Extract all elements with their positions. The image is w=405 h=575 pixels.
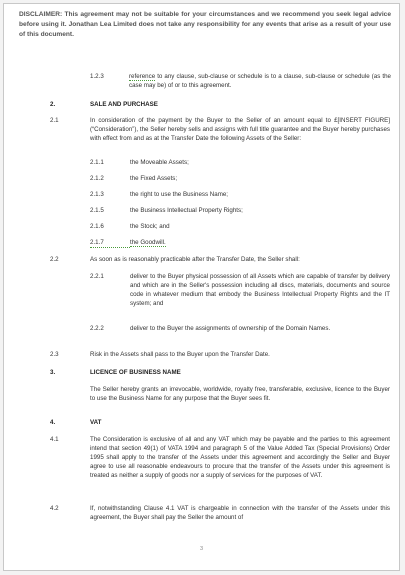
clause-2-2: As soon as is reasonably practicable after the Transfer Date, the Seller shall:: [90, 256, 300, 263]
reference-word: reference: [129, 73, 156, 80]
list-item-text: the Goodwill.: [130, 239, 166, 246]
list-item: [130, 238, 350, 247]
page-number: 3: [200, 546, 204, 552]
section-number: 3.: [50, 369, 56, 376]
clause-3: The Seller hereby grants an irrevocable, worldwide, royalty free, transferable, exclusive, licence to the Buyer to use the Business Name for any purpose that the Buyer sees fit.: [90, 386, 390, 402]
disclaimer: DISCLAIMER: This agreement may not be suitable for your circumstances and we recommend you seek legal advice before using it. Jonathan Lea Limited does not take any responsibility for any events that arise as a result of your use of this document.: [19, 11, 391, 38]
clause-2-2-2: deliver to the Buyer the assignments of ownership of the Domain Names.: [130, 325, 331, 332]
clause-number: 2.1.6: [90, 223, 104, 230]
section-heading: VAT: [90, 419, 102, 426]
clause-number: 2.1.7: [90, 238, 130, 248]
list-item: the right to use the Business Name;: [130, 191, 229, 198]
list-item: the Business Intellectual Property Rights;: [130, 207, 243, 214]
clause-number: 2.1: [50, 117, 59, 124]
clause-number: 4.2: [50, 505, 59, 512]
list-item: the Fixed Assets;: [130, 175, 178, 182]
clause-1-2-3: [129, 72, 391, 90]
section-heading: LICENCE OF BUSINESS NAME: [90, 369, 181, 376]
clause-number: 2.2.2: [90, 325, 104, 332]
clause-1-2-3-text: to any clause, sub-clause or schedule is to a clause, sub-clause or schedule (as the case may be) of or to this agreement.: [129, 73, 391, 89]
list-item: the Stock; and: [130, 223, 170, 230]
section-number: 2.: [50, 101, 56, 108]
clause-number: 4.1: [50, 436, 59, 443]
clause-number: 2.2.1: [90, 273, 104, 280]
clause-4-2: If, notwithstanding Clause 4.1 VAT is chargeable in connection with the transfer of the Assets under this agreement, the Buyer shall pay the Seller the amount of: [90, 505, 390, 521]
clause-number: 2.1.1: [90, 159, 104, 166]
clause-number: 1.2.3: [90, 73, 104, 80]
document-page: [3, 3, 400, 571]
clause-2-2-1: deliver to the Buyer physical possession of all Assets which are capable of transfer by delivery and which are in the Seller's possession including all discs, materials, documents and source code in whatever medium that embody the Business Intellectual Property Rights and the IT system; and: [130, 273, 390, 307]
clause-4-1: The Consideration is exclusive of all and any VAT which may be payable and the parties to this agreement intend that section 49(1) of VATA 1994 and paragraph 5 of the Value Added Tax (Special Provisions) Order 1995 shall apply to the transfer of the Assets under this agreement and accordingly the Seller and Buyer agree to use all reasonable endeavours to procure that the transfer of the Assets under this agreement is treated as neither a supply of goods nor a supply of services for the purposes of VAT.: [90, 436, 390, 479]
clause-2-3: Risk in the Assets shall pass to the Buyer upon the Transfer Date.: [90, 351, 270, 358]
clause-2-1: In consideration of the payment by the Buyer to the Seller of an amount equal to £[INSERT FIGURE] (“Consideration”), the Seller hereby sells and assigns with full title guarantee and the Buyer hereby purchases with effect from and as at the Transfer Date the following Assets of the Seller:: [90, 117, 390, 142]
section-heading: SALE AND PURCHASE: [90, 101, 158, 108]
section-number: 4.: [50, 419, 56, 426]
list-item: the Moveable Assets;: [130, 159, 189, 166]
clause-number: 2.2: [50, 256, 59, 263]
clause-number: 2.1.2: [90, 175, 104, 182]
clause-number: 2.1.5: [90, 207, 104, 214]
clause-number: 2.1.3: [90, 191, 104, 198]
clause-number: 2.3: [50, 351, 59, 358]
